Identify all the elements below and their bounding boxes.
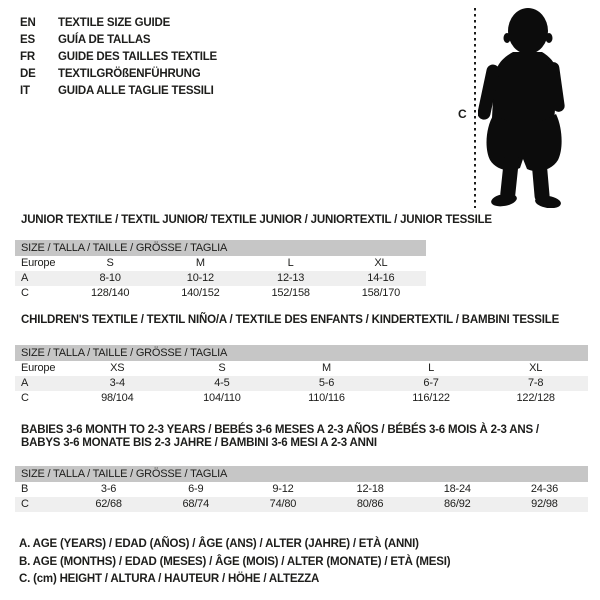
- table-row-age: [15, 271, 426, 286]
- language-code: DE: [20, 68, 36, 80]
- table-title-line2: BABYS 3-6 MONATE BIS 2-3 JAHRE / BAMBINI 3-6 MESI A 2-3 ANNI: [21, 437, 377, 449]
- baby-height-figure: [0, 0, 600, 215]
- language-code: ES: [20, 34, 35, 46]
- baby-silhouette-icon: [478, 8, 568, 208]
- table-row-height: [15, 391, 588, 406]
- height-measure-label: C: [458, 107, 467, 121]
- measurement-legend: [19, 536, 450, 589]
- age-cell: 12-13: [277, 272, 305, 284]
- height-cell: 86/92: [444, 498, 471, 510]
- guide-title: GUÍA DE TALLAS: [58, 34, 151, 46]
- table-title: CHILDREN'S TEXTILE / TEXTIL NIÑO/A / TEXTILE DES ENFANTS / KINDERTEXTIL / BAMBINI TESSILE: [21, 314, 560, 326]
- size-cell: XL: [374, 257, 388, 269]
- height-cell: 110/116: [308, 392, 345, 404]
- height-cell: 92/98: [531, 498, 558, 510]
- age-cell: 18-24: [443, 483, 471, 495]
- size-cell: XS: [110, 362, 125, 374]
- guide-title: GUIDE DES TAILLES TEXTILE: [58, 51, 217, 63]
- legend-age-months: B. AGE (MONTHS) / EDAD (MESES) / ÂGE (MOIS) / ALTER (MONATE) / ETÀ (MESI): [19, 555, 451, 568]
- table-row-height: [15, 497, 588, 512]
- size-cell: M: [322, 362, 331, 374]
- age-cell: 4-5: [214, 377, 230, 389]
- age-cell: 3-6: [100, 483, 117, 495]
- height-dotted-line: [474, 8, 476, 208]
- size-cell: L: [428, 362, 435, 374]
- size-cell: S: [106, 257, 114, 269]
- age-cell: 10-12: [186, 272, 214, 284]
- junior-textile-section: [15, 214, 492, 301]
- height-cell: 68/74: [182, 498, 210, 510]
- guide-title: GUIDA ALLE TAGLIE TESSILI: [58, 85, 214, 97]
- height-cell: 80/86: [356, 498, 384, 510]
- childrens-textile-section: [15, 314, 588, 406]
- size-header-bar: SIZE / TALLA / TAILLE / GRÖSSE / TAGLIA: [15, 345, 588, 361]
- height-cell: 158/170: [361, 287, 401, 299]
- height-cell: 128/140: [90, 287, 130, 299]
- table-row-europe: [15, 256, 426, 271]
- row-label: Europe: [21, 257, 56, 269]
- babies-textile-section: [15, 424, 588, 512]
- table-title: BABIES 3-6 MONTH TO 2-3 YEARS / BEBÉS 3-6 MESES A 2-3 AÑOS / BÉBÉS 3-6 MOIS À 2-3 ANS /: [21, 424, 539, 436]
- height-cell: 62/68: [95, 498, 122, 510]
- age-cell: 6-9: [188, 483, 204, 495]
- guide-title: TEXTILGRÖßENFÜHRUNG: [58, 68, 201, 80]
- table-row-age-months: [15, 482, 588, 497]
- height-cell: 74/80: [269, 498, 297, 510]
- age-cell: 3-4: [109, 377, 125, 389]
- size-cell: XL: [529, 362, 543, 374]
- age-cell: 12-18: [356, 483, 384, 495]
- height-cell: 116/122: [412, 392, 450, 404]
- height-cell: 98/104: [101, 392, 134, 404]
- language-code: IT: [20, 85, 30, 97]
- table-row-height: [15, 286, 426, 301]
- age-cell: 9-12: [272, 483, 294, 495]
- size-cell: M: [195, 257, 205, 269]
- language-code: EN: [20, 17, 36, 29]
- age-cell: 8-10: [99, 272, 121, 284]
- language-code: FR: [20, 51, 35, 63]
- height-cell: 122/128: [516, 392, 555, 404]
- row-label: A: [21, 377, 29, 389]
- legend-age-years: A. AGE (YEARS) / EDAD (AÑOS) / ÂGE (ANS) / ALTER (JAHRE) / ETÀ (ANNI): [19, 538, 419, 550]
- row-label: C: [21, 392, 29, 404]
- row-label: A: [21, 272, 29, 284]
- row-label: Europe: [21, 362, 56, 374]
- size-cell: S: [218, 362, 226, 374]
- height-cell: 152/158: [271, 287, 310, 299]
- legend-height-cm: C. (cm) HEIGHT / ALTURA / HAUTEUR / HÖHE / ALTEZZA: [19, 573, 320, 585]
- row-label: C: [21, 498, 29, 510]
- height-cell: 140/152: [181, 287, 220, 299]
- height-cell: 104/110: [203, 392, 241, 404]
- table-title: JUNIOR TEXTILE / TEXTIL JUNIOR/ TEXTILE JUNIOR / JUNIORTEXTIL / JUNIOR TESSILE: [21, 214, 492, 226]
- row-label: B: [21, 483, 29, 495]
- age-cell: 6-7: [423, 377, 439, 389]
- size-cell: L: [287, 257, 294, 269]
- age-cell: 7-8: [528, 377, 544, 389]
- table-row-europe: [15, 361, 588, 376]
- guide-title: TEXTILE SIZE GUIDE: [58, 17, 171, 29]
- age-cell: 24-36: [530, 483, 559, 495]
- size-header-bar: SIZE / TALLA / TAILLE / GRÖSSE / TAGLIA: [15, 240, 426, 256]
- age-cell: 14-16: [367, 272, 395, 284]
- table-row-age: [15, 376, 588, 391]
- age-cell: 5-6: [318, 377, 335, 389]
- size-header-bar: SIZE / TALLA / TAILLE / GRÖSSE / TAGLIA: [15, 466, 588, 482]
- row-label: C: [21, 287, 29, 299]
